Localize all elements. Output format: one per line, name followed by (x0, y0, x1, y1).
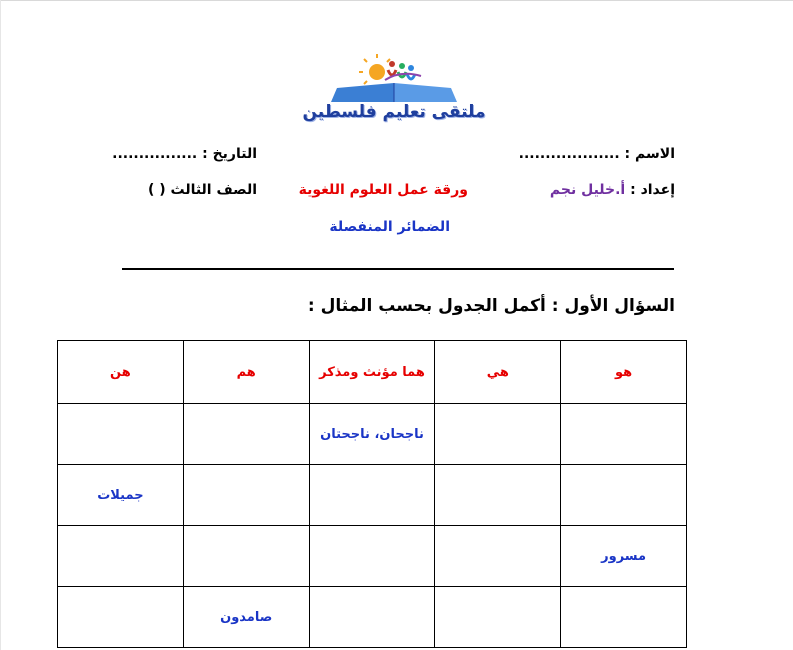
question-heading: السؤال الأول : أكمل الجدول بحسب المثال : (307, 296, 675, 316)
table-row (58, 526, 687, 587)
table-header-cell: هن (58, 341, 184, 404)
table-cell[interactable] (183, 404, 309, 465)
table-cell[interactable] (561, 404, 687, 465)
table-cell[interactable] (435, 526, 561, 587)
table-row (58, 587, 687, 648)
table-cell[interactable] (435, 587, 561, 648)
table-header-cell: هما مؤنث ومذكر (309, 341, 435, 404)
logo-graphic (289, 50, 499, 105)
pronoun-table (57, 340, 687, 648)
table-cell[interactable] (435, 404, 561, 465)
table-cell[interactable] (58, 526, 184, 587)
name-field-label: الاسم : ................... (518, 146, 675, 162)
table-row (58, 465, 687, 526)
table-header-row (58, 341, 687, 404)
page-top-border (0, 0, 793, 1)
table-cell[interactable] (561, 465, 687, 526)
table-cell[interactable] (58, 587, 184, 648)
table-cell[interactable] (183, 465, 309, 526)
divider-line (122, 268, 674, 270)
grade-label: الصف الثالث ( ) (147, 182, 257, 198)
prepared-label: إعداد : (625, 182, 675, 198)
date-field-label: التاريخ : ................ (112, 146, 257, 162)
table-cell[interactable] (561, 587, 687, 648)
table-cell[interactable] (435, 465, 561, 526)
lesson-title: الضمائر المنفصلة (329, 219, 450, 235)
table-cell[interactable] (183, 526, 309, 587)
table-cell[interactable]: ناجحان، ناجحتان (309, 404, 435, 465)
page-left-border (0, 0, 1, 650)
table-cell[interactable]: جميلات (58, 465, 184, 526)
table-cell[interactable]: مسرور (561, 526, 687, 587)
teacher-name: أ.خليل نجم (549, 182, 626, 198)
table-cell[interactable] (309, 465, 435, 526)
prepared-by (550, 182, 675, 198)
table-row (58, 404, 687, 465)
worksheet-title: ورقة عمل العلوم اللغوية (298, 182, 468, 198)
table-cell[interactable] (58, 404, 184, 465)
table-cell[interactable] (309, 587, 435, 648)
table-header-cell: هو (561, 341, 687, 404)
table-cell[interactable] (309, 526, 435, 587)
logo (289, 50, 499, 130)
table-header-cell: هم (183, 341, 309, 404)
table-header-cell: هي (435, 341, 561, 404)
logo-text: ملتقى تعليم فلسطين (302, 102, 486, 122)
table-cell[interactable]: صامدون (183, 587, 309, 648)
